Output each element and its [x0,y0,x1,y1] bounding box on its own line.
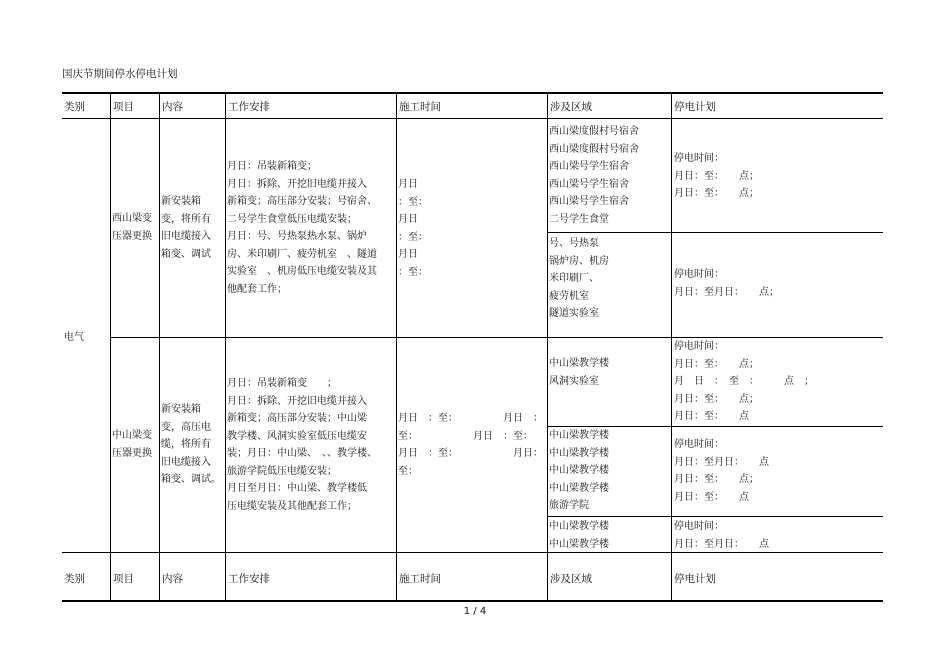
col-divider [396,93,397,601]
row2-plan-3: 停电时间： 月日：至月日： 点 [674,521,769,550]
header-power-outage-plan: 停电计划 [674,101,716,113]
header-power-outage-plan: 停电计划 [674,573,716,585]
row1-area-2: 号、号热泵 锅炉房、机房 米印刷厂、 疲劳机室 隧道实验室 [549,238,609,319]
category-cell: 电气 [64,332,84,343]
row2-construction-time: 月日 ：至： 月日 ： 至： 月日 ：至： 月日 ：至： 月日： 至： [398,413,543,477]
header-project: 项目 [113,573,134,585]
row2-plan-1: 停电时间： 月日：至： 点； 月 日 ： 至 ： 点 ； 月日：至： 点； 月日：至： 点 [674,341,814,422]
header-project: 项目 [113,101,134,113]
row1-work-arrangement: 月日：吊装新箱变； 月日：拆除、开挖旧电缆并接入 新箱变；高压部分安装；号宿舍、 二号学生食堂低压电缆安装； 月日：号、号热泵热水泵、锅炉 房、米印刷厂、疲劳机室 、隧道 实验室 、机房低压电缆安装及其 他配套工作； [227,161,377,295]
document-title: 国庆节期间停水停电计划 [62,68,178,80]
row1-plan-2: 停电时间： 月日：至月日： 点； [674,269,779,298]
col-divider [225,93,226,601]
row2-plan-2: 停电时间： 月日：至月日： 点 月日：至： 点； 月日：至： 点 [674,439,769,503]
row2-work-arrangement: 月日：吊装新箱变 ； 月日：拆除、开挖旧电缆并接入 新箱变；高压部分安装；中山梁 教学楼、风洞实验室低压电缆安 装；月日：中山梁、 、、教学楼、 旅游学院低压电缆安装； 月日至月日：中山梁、教学楼低 压电缆安装及其他配套工作； [227,378,377,512]
header-work-arrangement: 工作安排 [228,573,270,585]
header-affected-area: 涉及区域 [550,573,592,585]
header-category: 类别 [64,573,85,585]
col-divider [671,93,672,601]
area-divider [547,232,883,233]
header-affected-area: 涉及区域 [550,101,592,113]
row1-construction-time: 月日 ：至： 月日 ：至： 月日 ：至： [398,179,428,278]
row2-area-1: 中山梁教学楼 风洞实验室 [549,358,609,387]
page-number: 1 / 4 [463,606,487,617]
col-divider [547,93,548,601]
header-work-arrangement: 工作安排 [228,101,270,113]
row2-area-2: 中山梁教学楼 中山梁教学楼 中山梁教学楼 中山梁教学楼 旅游学院 [549,430,609,511]
header-construction-time: 施工时间 [399,101,441,113]
row2-project: 中山梁变 压器更换 [112,430,152,459]
row1-content: 新安装箱 变，将所有 旧电缆接入 箱变、调试 [161,196,211,260]
row1-project: 西山梁变 压器更换 [112,213,152,242]
header-construction-time: 施工时间 [399,573,441,585]
header-content: 内容 [162,101,183,113]
col-divider [159,93,160,601]
header-bottom-rule [62,118,883,119]
header-content: 内容 [162,573,183,585]
area-divider [547,516,883,517]
header-category: 类别 [64,101,85,113]
col-divider [110,93,111,601]
row2-content: 新安装箱 变，高压电 缆，将所有 旧电缆接入 箱变、调试。 [161,404,221,485]
row2-area-3: 中山梁教学楼 中山梁教学楼 [549,521,609,550]
row1-area-1: 西山梁度假村号宿舍 西山梁度假村号宿舍 西山梁号学生宿舍 西山梁号学生宿舍 西山梁号学生宿舍 二号学生食堂 [549,126,639,225]
table-bottom-rule [62,600,883,602]
table-top-rule [62,92,883,94]
row1-plan-1: 停电时间： 月日：至： 点； 月日：至： 点； [674,153,759,199]
